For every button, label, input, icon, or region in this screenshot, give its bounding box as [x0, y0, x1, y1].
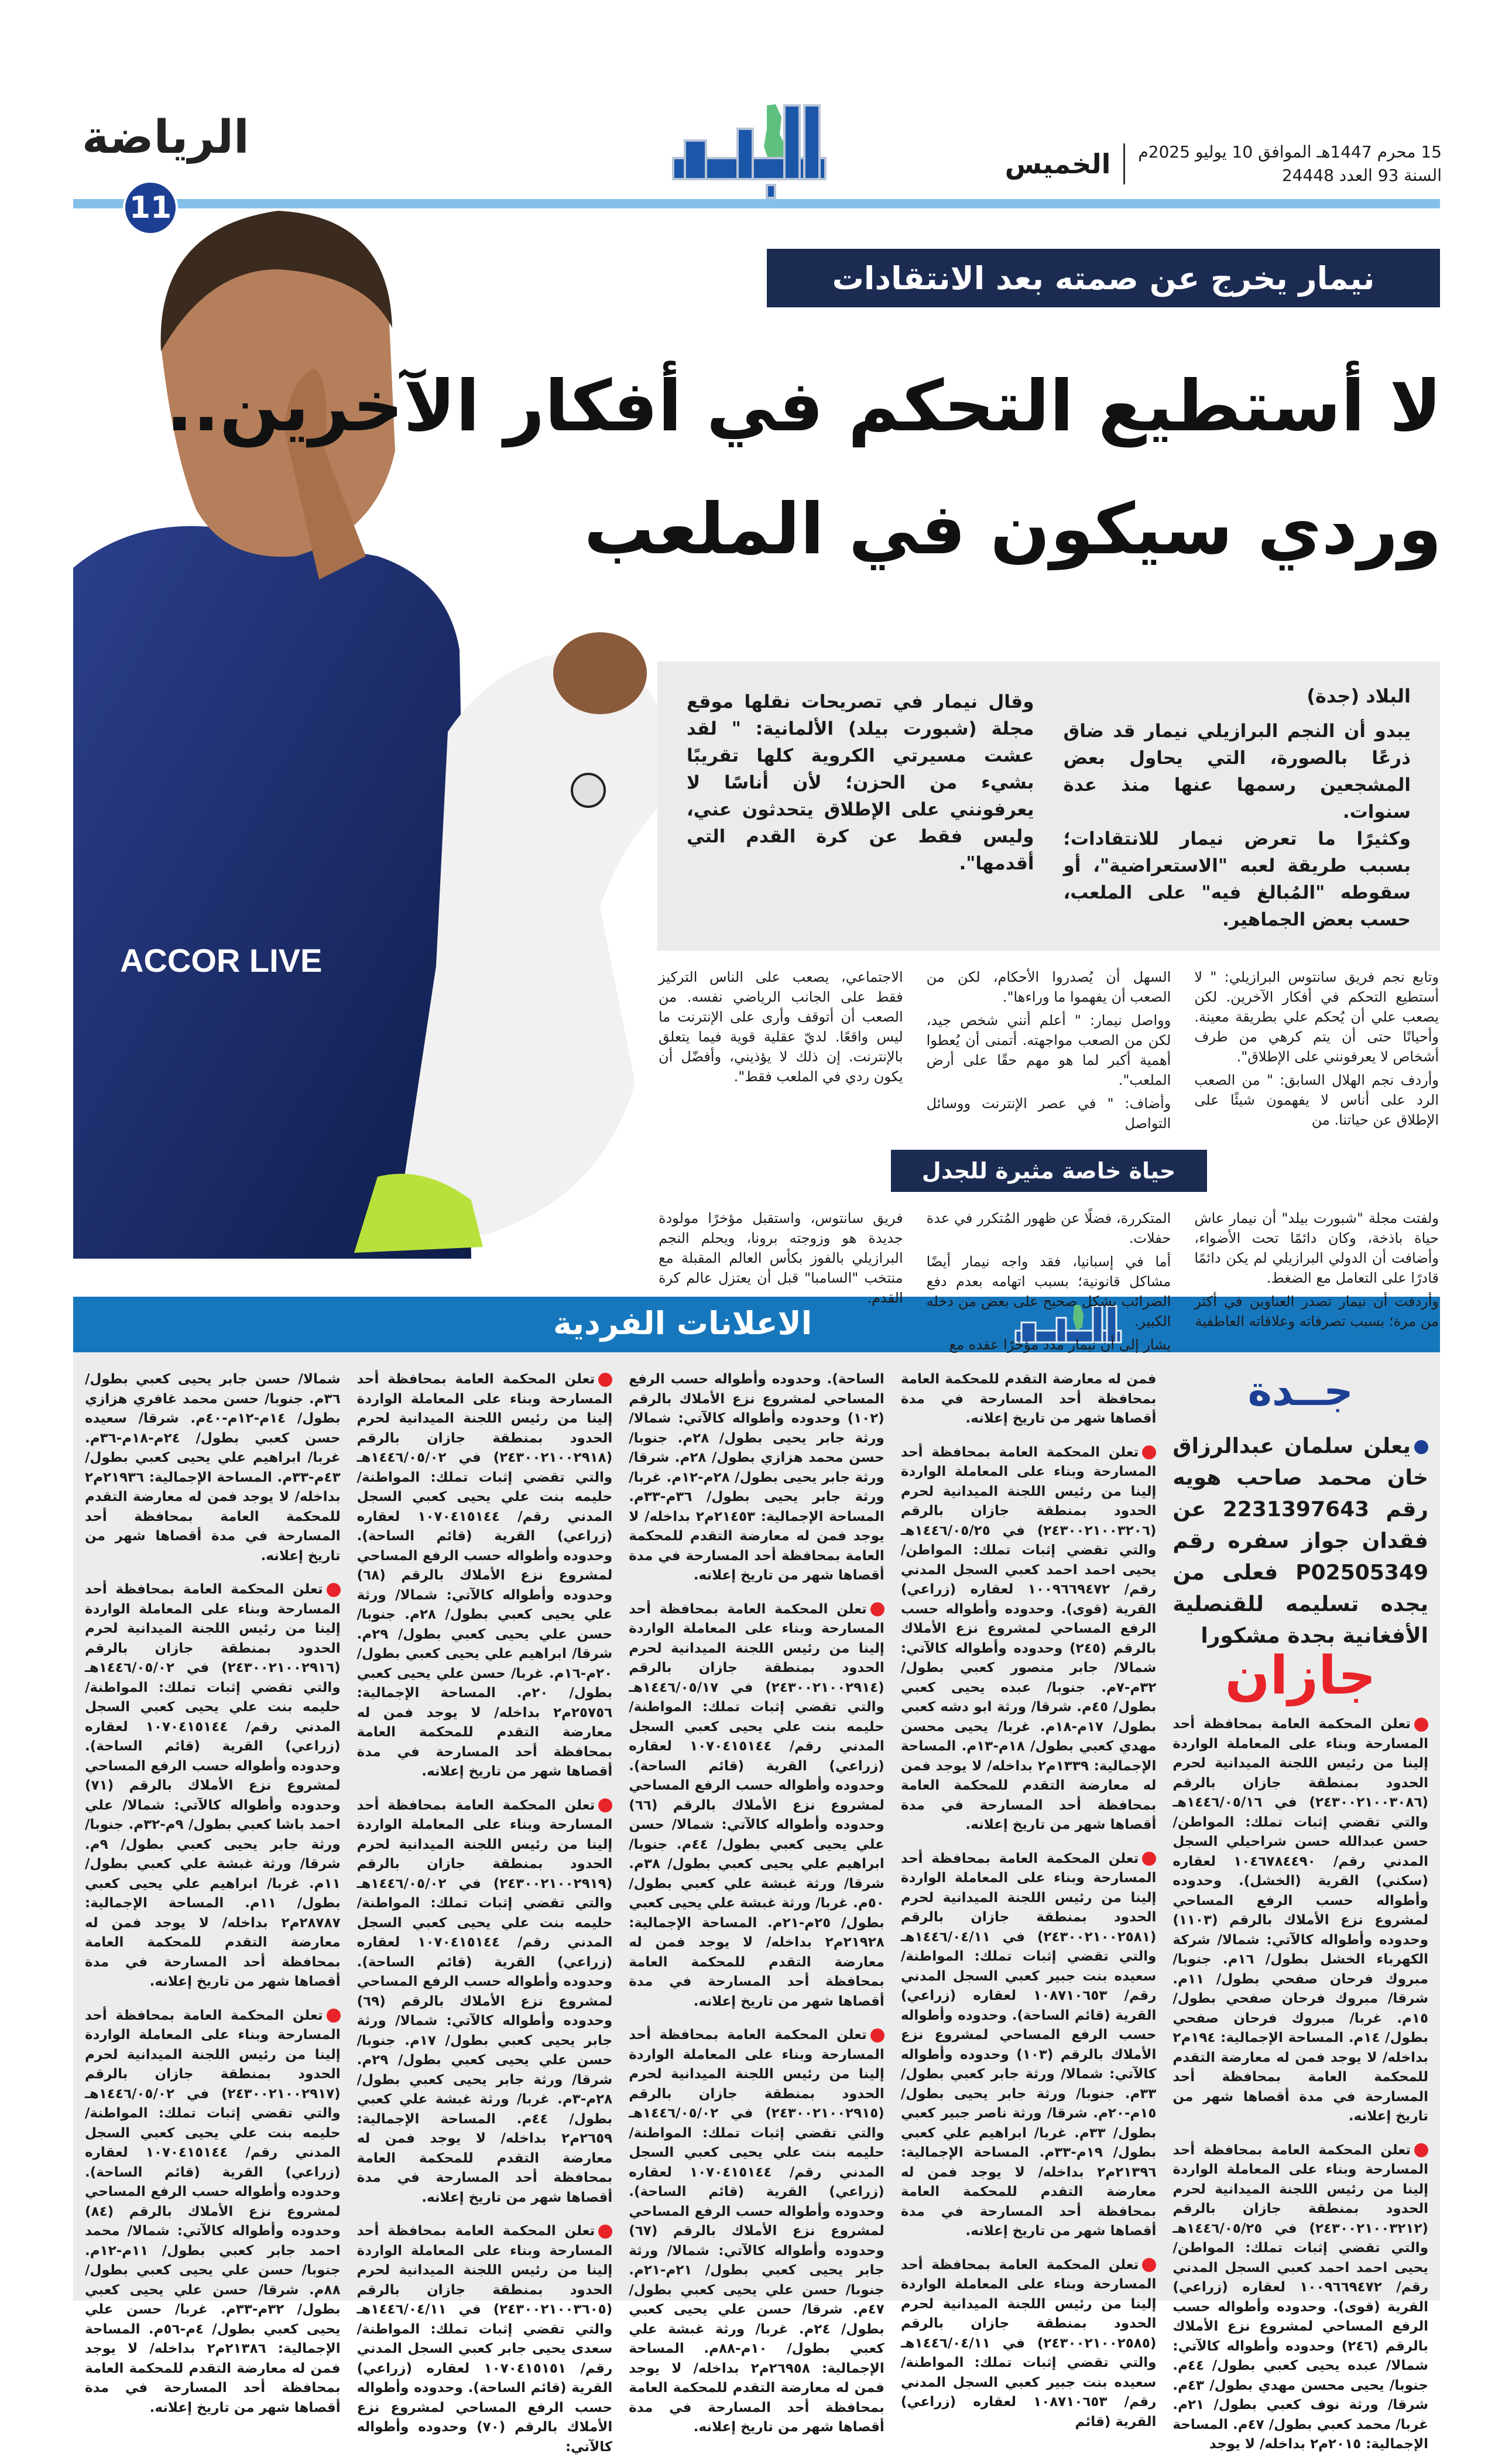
- page-number: 11: [123, 180, 178, 235]
- newspaper-logo[interactable]: [650, 94, 860, 205]
- ball-icon: [572, 774, 605, 807]
- classified-ad: [901, 1849, 1157, 2242]
- body-paragraph: وأضاف: " في عصر الإنترنت ووسائل التواصل: [926, 1095, 1171, 1132]
- classifieds-title: الاعلانات الفردية: [553, 1305, 812, 1342]
- headline-line-2: وردي سيكون في الملعب: [584, 489, 1442, 570]
- issue-line: السنة 93 العدد 24448: [1281, 166, 1442, 185]
- classified-ad: [901, 1443, 1157, 1835]
- article-flow: [657, 662, 1440, 1358]
- classified-ad-continued: فمن له معارضة التقدم للمحكمة العامة بمحافظة أحد المسارحة في مدة أقصاها شهر من تاريخ إعلانه.: [900, 1372, 1157, 1426]
- ad-text: تعلن المحكمة العامة بمحافظة أحد المسارحة وبناء على المعاملة الواردة إلينا من رئيس اللجنة الميدانية لحرم الحدود بمنطقة جازان بالرقم (٢٤٣٠٠٢١٠٠٢٩١٤) في ١٤٤٦/٠٥/١٧هـ والتي تقضي إثبات تملك: المواطنة/ حليمه بنت علي يحيى كعبي السجل المدني رقم/ ١٠٧٠٤١٥١٤٤ لعقاره (زراعي) القرية (قائم الساحة). وحدوده وأطواله حسب الرفع المساحي لمشروع نزع الأملاك بالرقم (٦٦) وحدوده وأطواله كالآتي: شمالا/ حسن علي يحيى كعبي بطول/ ٤٤م. جنوبا/ ابراهيم علي يحيى كعبي بطول/ ٣٨م. شرقا/ ورثة غبشة علي كعبي بطول/ ٥٠م. غربا/ ورثة غبشة علي يحيى كعبي بطول/ ٢٥م-٢١م. المساحة الإجمالية: ٢١٩٢٨م٢ بداخله/ لا يوجد فمن له معارضة التقدم للمحكمة العامة بمحافظة أحد المسارحة في مدة أقصاها شهر من تاريخ إعلانه.: [629, 1601, 884, 2009]
- bullet-icon: [327, 1583, 341, 1597]
- body-paragraph: وواصل نيمار: " أعلم أنني شخص جيد، لكن من الصعب مواجهته. أتمنى أن يُعطوا أهمية أكبر لما هو مهم حقًا على أرض الملعب".: [926, 1012, 1171, 1088]
- body-paragraph: يشار إلى أن نيمار مدد مؤخرًا عقده مع: [949, 1337, 1171, 1353]
- classified-ad: [85, 1580, 341, 1992]
- bullet-icon: [1414, 2143, 1428, 2157]
- article-body-2: [657, 1208, 1440, 1358]
- divider: [1123, 143, 1125, 184]
- ad-text: تعلن المحكمة العامة بمحافظة أحد المسارحة وبناء على المعاملة الواردة إلينا من رئيس اللجنة الميدانية لحرم الحدود بمنطقة جازان بالرقم (٢٤٣٠٠٢١٠٠٣٢١٢) في ١٤٤٦/٠٥/٢٥هـ والتي تقضي إثبات تملك: المواطن/ يحيى احمد احمد كعبي السجل المدني رقم/ ١٠٠٩٦٦٩٤٧٢ لعقاره (زراعي) القرية (قوى). وحدوده وأطواله حسب الرفع المساحي لمشروع نزع الأملاك بالرقم (٢٤٦) وحدوده وأطواله كالآتي: شمالا/ عبده يحيى كعبي بطول/ ٤٤م. جنوبا/ يحيى محسن مهدي بطول/ ٤٣م. شرقا/ ورثة نوف كعبي بطول/ ٢١م. غربا/ محمد كعبي بطول/ ٤٧م. المساحة الإجمالية: ٢٠١٥م٢ بداخله/ لا يوجد: [1172, 2142, 1429, 2452]
- bullet-icon: [870, 1602, 884, 1616]
- classified-ad: [357, 1370, 613, 1782]
- bullet-icon: [870, 2028, 884, 2043]
- kicker: نيمار يخرج عن صمته بعد الانتقادات: [767, 249, 1440, 307]
- classified-ad: [629, 2026, 884, 2438]
- classified-ad: [1172, 2141, 1428, 2455]
- body-paragraph: المتكررة، فضلًا عن ظهور المُتكرر في عدة حفلات.: [926, 1210, 1171, 1246]
- body-paragraph: وأردف نجم الهلال السابق: " من الصعب الرد على أناس لا يفهمون شيئًا على الإطلاق عن حياتنا. من: [1194, 1072, 1439, 1128]
- classifieds-body: [73, 1352, 1440, 2455]
- headline-line-1: لا أستطيع التحكم في أفكار الآخرين..: [166, 366, 1442, 447]
- body-paragraph: ولفتت مجلة "شبورت بيلد" أن نيمار عاش حياة باذخة، وكان دائمًا تحت الأضواء، وأضافت أن الدولي البرازيلي لم يكن دائمًا قادرًا على التعامل مع الضغط.: [1194, 1210, 1439, 1286]
- ad-text: تعلن المحكمة العامة بمحافظة أحد المسارحة وبناء على المعاملة الواردة إلينا من رئيس اللجنة الميدانية لحرم الحدود بمنطقة جازان بالرقم (٢٤٣٠٠٢١٠٠٢٩١٥) في ١٤٤٦/٠٥/٠٢هـ والتي تقضي إثبات تملك: المواطنة/ حليمه بنت علي يحيى كعبي السجل المدني رقم/ ١٠٧٠٤١٥١٤٤ لعقاره (زراعي) القرية (قائم الساحة). وحدوده وأطواله حسب الرفع المساحي لمشروع نزع الأملاك بالرقم (٦٧) وحدوده وأطواله كالآتي: شمالا/ ورثة جابر يحيى كعبي بطول/ ٢١م-٢١م. جنوبا/ حسن علي يحيى كعبي بطول/ ٤٧م. شرقا/ حسن علي يحيى كعبي بطول/ ٢٤م. غربا/ ورثة غبشة علي كعبي بطول/ ١٠م-٨٨م. المساحة الإجمالية: ٢٦٩٥٨م٢ بداخله/ لا يوجد فمن له معارضة التقدم للمحكمة العامة بمحافظة أحد المسارحة في مدة أقصاها شهر من تاريخ إعلانه.: [629, 2027, 884, 2435]
- bullet-icon: [1142, 2258, 1156, 2272]
- article-body: [657, 967, 1440, 1137]
- classified-ad: [901, 2256, 1157, 2432]
- ad-text: تعلن المحكمة العامة بمحافظة أحد المسارحة وبناء على المعاملة الواردة إلينا من رئيس اللجنة الميدانية لحرم الحدود بمنطقة جازان بالرقم (٢٤٣٠٠٢١٠٠٢٥٨٥) في ١٤٤٦/٠٤/١١هـ والتي تقضي إثبات تملك: المواطنة/ سعيده بنت جبير كعبي السجل المدني رقم/ ١٠٨٧١٠٦٥٣ لعقاره (زراعي) القرية (قائم: [900, 2257, 1157, 2429]
- bullet-icon: [1142, 1852, 1156, 1866]
- body-paragraph: وأردفت أن نيمار تصدر العناوين في أكثر من مرة؛ بسبب تصرفاته وعلاقاته العاطفية: [1194, 1293, 1439, 1329]
- body-paragraph: وتابع نجم فريق سانتوس البرازيلي: " لا أستطيع التحكم في أفكار الآخرين. لكن يصعب علي أن يُحكم علي بطريقة معينة. وأحيانًا حتى أن يتم كرهي من طرف أشخاص لا يعرفونني على الإطلاق".: [1194, 969, 1439, 1065]
- day-name: الخميس: [1004, 148, 1111, 180]
- classified-ad-continued: شمالا/ حسن جابر يحيى كعبي بطول/ ٣٦م. جنوبا/ حسن محمد غافري هزازي بطول/ ١٤م-١٢م-٤٠م. شرقا/ سعيده حسن كعبي بطول/ ٢٤م-١٨م-٣٦م. غربا/ ابراهيم علي يحيى كعبي بطول/ ٤٣م-٣٣م. المساحة الإجمالية: ٢١٩٣٦م٢ بداخله/ لا يوجد فمن له معارضة التقدم للمحكمة العامة بمحافظة أحد المسارحة في مدة أقصاها شهر من تاريخ إعلانه.: [85, 1372, 341, 1564]
- classifieds-column-2: [900, 1370, 1157, 2429]
- date-block: [1005, 141, 1442, 187]
- ad-text: تعلن المحكمة العامة بمحافظة أحد المسارحة وبناء على المعاملة الواردة إلينا من رئيس اللجنة الميدانية لحرم الحدود بمنطقة جازان بالرقم (٢٤٣٠٠٢١٠٠٣٦٠٥) في ١٤٤٦/٠٤/١١هـ والتي تقضي إثبات تملك: المواطنة/ سعدى يحيى جابر كعبي السجل المدني رقم/ ١٠٧٠٤١٥١٥١ لعقاره (زراعي) القرية (قائم الساحة). وحدوده وأطواله حسب الرفع المساحي لمشروع نزع الأملاك بالرقم (٧٠) وحدوده وأطواله كالآتي:: [356, 2223, 613, 2455]
- ad-text: تعلن المحكمة العامة بمحافظة أحد المسارحة وبناء على المعاملة الواردة إلينا من رئيس اللجنة الميدانية لحرم الحدود بمنطقة جازان بالرقم (٢٤٣٠٠٢١٠٠٢٩١٩) في ١٤٤٦/٠٥/٠٢هـ والتي تقضي إثبات تملك: المواطنة/ حليمه بنت علي يحيى كعبي السجل المدني رقم/ ١٠٧٠٤١٥١٤٤ لعقاره (زراعي) القرية (قائم الساحة). وحدوده وأطواله حسب الرفع المساحي لمشروع نزع الأملاك بالرقم (٦٩) وحدوده وأطواله كالآتي: شمالا/ ورثة جابر يحيى كعبي بطول/ ١٧م. جنوبا/ حسن علي يحيى كعبي بطول/ ٢٩م. شرقا/ ورثة جابر يحيى كعبي بطول/ ٢٨م-٣م. غربا/ ورثة غبشة علي كعبي بطول/ ٤٤م. المساحة الإجمالية: ٢٦٥٩م٢ بداخله/ لا يوجد فمن له معارضة التقدم للمحكمة العامة بمحافظة أحد المسارحة في مدة أقصاها شهر من تاريخ إعلانه.: [356, 1797, 613, 2205]
- ad-text: تعلن المحكمة العامة بمحافظة أحد المسارحة وبناء على المعاملة الواردة إلينا من رئيس اللجنة الميدانية لحرم الحدود بمنطقة جازان بالرقم (٢٤٣٠٠٢١٠٠٢٩١٦) في ١٤٤٦/٠٥/٠٢هـ والتي تقضي إثبات تملك: المواطنة/ حليمه بنت علي يحيى كعبي السجل المدني رقم/ ١٠٧٠٤١٥١٤٤ لعقاره (زراعي) القرية (قائم الساحة). وحدوده وأطواله حسب الرفع المساحي لمشروع نزع الأملاك بالرقم (٧١) وحدوده وأطواله كالآتي: شمالا/ علي احمد باشا كعبي بطول/ ٩م-٣٢م. جنوبا/ ورثة جابر يحيى كعبي بطول/ ٩م. شرقا/ ورثة غبشة علي كعبي بطول/ ١١م. غربا/ ابراهيم علي يحيى كعبي بطول/ ١١م. المساحة الإجمالية: ٢٨٧٨٧م٢ بداخله/ لا يوجد فمن له معارضة التقدم للمحكمة العامة بمحافظة أحد المسارحة في مدة أقصاها شهر من تاريخ إعلانه.: [85, 1582, 341, 1989]
- sponsor-logo: ACCOR LIVE: [120, 942, 323, 979]
- intro-box: [657, 662, 1440, 951]
- ad-text: تعلن المحكمة العامة بمحافظة أحد المسارحة وبناء على المعاملة الواردة إلينا من رئيس اللجنة الميدانية لحرم الحدود بمنطقة جازان بالرقم (٢٤٣٠٠٢١٠٠٣٢٠٦) في ١٤٤٦/٠٥/٢٥هـ والتي تقضي إثبات تملك: المواطن/ يحيى احمد احمد كعبي السجل المدني رقم/ ١٠٠٩٦٦٩٤٧٢ لعقاره (زراعي) القرية (قوى). وحدوده وأطواله حسب الرفع المساحي لمشروع نزع الأملاك بالرقم (٢٤٥) وحدوده وأطواله كالآتي: شمالا/ جابر منصور كعبي بطول/ ٣٢م-٧م. جنوبا/ عبده يحيى كعبي بطول/ ٤٥م. شرقا/ ورثة ابو دشه كعبي بطول/ ١٧م-١٨م. غربا/ يحيى محسن مهدي كعبي بطول/ ١٨م-١٣م. المساحة الإجمالية: ١٣٣٩م٢ بداخله/ لا يوجد فمن له معارضة التقدم للمحكمة العامة بمحافظة أحد المسارحة في مدة أقصاها شهر من تاريخ إعلانه.: [900, 1444, 1157, 1832]
- bullet-icon: [598, 1798, 612, 1812]
- classified-ad: [357, 1796, 613, 2208]
- body-paragraph: السهل أن يُصدروا الأحكام، لكن من الصعب أن يفهموا ما وراءها".: [926, 969, 1171, 1005]
- section-title: الرياضة: [82, 111, 249, 164]
- classified-ad: [1172, 1431, 1428, 1652]
- intro-paragraph: وكثيرًا ما تعرض نيمار للانتقادات؛ بسبب طريقة لعبه "الاستعراضية"، أو سقوطه "المُبالغ فيه" على الملعب، حسب بعض الجماهير.: [1063, 828, 1411, 930]
- classified-ad-continued: الساحة). وحدوده وأطواله حسب الرفع المساحي لمشروع نزع الأملاك بالرقم (١٠٢) وحدوده وأطواله كالآتي: شمالا/ ورثة جابر يحيى بطول/ ٢٨م. جنوبا/ حسن محمد هزازي بطول/ ٢٨م. شرقا/ ورثة جابر يحيى بطول/ ٢٨م-١٢م. غربا/ ورثة جابر يحيى بطول/ ٣٦م-٣٣م. المساحة الإجمالية: ٢١٤٥٣م٢ بداخله/ لا يوجد فمن له معارضة التقدم للمحكمة العامة بمحافظة أحد المسارحة في مدة أقصاها شهر من تاريخ إعلانه.: [629, 1372, 884, 1583]
- ad-text: تعلن المحكمة العامة بمحافظة أحد المسارحة وبناء على المعاملة الواردة إلينا من رئيس اللجنة الميدانية لحرم الحدود بمنطقة جازان بالرقم (٢٤٣٠٠٢١٠٠٢٥٨١) في ١٤٤٦/٠٤/١١هـ والتي تقضي إثبات تملك: المواطنة/ سعيده بنت جبير كعبي السجل المدني رقم/ ١٠٨٧١٠٦٥٣ لعقاره (زراعي) القرية (قائم الساحة). وحدوده وأطواله حسب الرفع المساحي لمشروع نزع الأملاك بالرقم (١٠٣) وحدوده وأطواله كالآتي: شمالا/ ورثة جابر كعبي بطول/ ٣٣م. جنوبا/ ورثة جابر يحيى بطول/ ١٥م-٢٠م. شرقا/ ورثة ناصر جبير كعبي بطول/ ٣٣م. غربا/ ابراهيم علي كعبي بطول/ ١٩م-٣٣م. المساحة الإجمالية: ٢١٣٩٦م٢ بداخله/ لا يوجد فمن له معارضة التقدم للمحكمة العامة بمحافظة أحد المسارحة في مدة أقصاها شهر من تاريخ إعلانه.: [900, 1851, 1157, 2239]
- bullet-icon: [598, 1373, 612, 1387]
- classifieds-column-1: [1172, 1367, 1429, 2452]
- classified-ad: [629, 1600, 884, 2012]
- classifieds-column-4: [356, 1370, 613, 2455]
- classifieds-column-3: [629, 1370, 884, 2435]
- classifieds-column-5: [85, 1370, 341, 2415]
- ad-text: تعلن المحكمة العامة بمحافظة أحد المسارحة وبناء على المعاملة الواردة إلينا من رئيس اللجنة الميدانية لحرم الحدود بمنطقة جازان بالرقم (٢٤٣٠٠٢١٠٠٢٩١٧) في ١٤٤٦/٠٥/٠٢هـ والتي تقضي إثبات تملك: المواطنة/ حليمه بنت علي يحيى كعبي السجل المدني رقم/ ١٠٧٠٤١٥١٤٤ لعقاره (زراعي) القرية (قائم الساحة). وحدوده وأطواله حسب الرفع المساحي لمشروع نزع الأملاك بالرقم (٨٤) وحدوده وأطواله كالآتي: شمالا/ محمد احمد جابر كعبي بطول/ ١١م-١٢م. جنوبا/ حسن علي يحيى كعبي بطول/ ٨٨م. شرقا/ حسن علي يحيى كعبي بطول/ ٣٢م-٣٣م. غربا/ حسن علي يحيى كعبي بطول/ ٤م-٥٦م. المساحة الإجمالية: ٢١٣٨٦م٢ بداخله/ لا يوجد فمن له معارضة التقدم للمحكمة العامة بمحافظة أحد المسارحة في مدة أقصاها شهر من تاريخ إعلانه.: [85, 2007, 341, 2415]
- ad-text: تعلن المحكمة العامة بمحافظة أحد المسارحة وبناء على المعاملة الواردة إلينا من رئيس اللجنة الميدانية لحرم الحدود بمنطقة جازان بالرقم (٢٤٣٠٠٢١٠٠٢٩١٨) في ١٤٤٦/٠٥/٠٢هـ والتي تقضي إثبات تملك: المواطنة/ حليمه بنت علي يحيى كعبي السجل المدني رقم/ ١٠٧٠٤١٥١٤٤ لعقاره (زراعي) القرية (قائم الساحة). وحدوده وأطواله حسب الرفع المساحي لمشروع نزع الأملاك بالرقم (٦٨) وحدوده وأطواله كالآتي: شمالا/ ورثة علي يحيى كعبي بطول/ ٢٨م. جنوبا/ حسن علي يحيى كعبي بطول/ ٢٩م. شرقا/ ابراهيم علي يحيى كعبي بطول/ ٢٠م-١٦م. غربا/ حسن علي يحيى كعبي بطول/ ٢٠م. المساحة الإجمالية: ٢٥٧٥٦م٢ بداخله/ لا يوجد فمن له معارضة التقدم للمحكمة العامة بمحافظة أحد المسارحة في مدة أقصاها شهر من تاريخ إعلانه.: [356, 1372, 613, 1779]
- ad-text: تعلن المحكمة العامة بمحافظة أحد المسارحة وبناء على المعاملة الواردة إلينا من رئيس اللجنة الميدانية لحرم الحدود بمنطقة جازان بالرقم (٢٤٣٠٠٢١٠٠٣٠٨٦) في ١٤٤٦/٠٥/١٦هـ والتي تقضي إثبات تملك: المواطن/ حسن عبدالله حسن شراحيلي السجل المدني رقم/ ١٠٤٦٧٨٤٤٩٠ لعقاره (سكني) القرية (الخشل). وحدوده وأطواله حسب الرفع المساحي لمشروع نزع الأملاك بالرقم (١١٠٣) وحدوده وأطواله كالآتي: شمالا/ شركة الكهرباء الخشل بطول/ ١٦م. جنوبا/ مبروك فرحان صفحي بطول/ ١١م. شرقا/ مبروك فرحان صفحي بطول/ ١٥م. غربا/ مبروك فرحان صفحي بطول/ ١٤م. المساحة الإجمالية: ١٩٤م٢ بداخله/ لا يوجد فمن له معارضة التقدم للمحكمة العامة بمحافظة أحد المسارحة في مدة أقصاها شهر من تاريخ إعلانه.: [1172, 1716, 1429, 2124]
- byline: البلاد (جدة): [1307, 685, 1411, 707]
- bullet-icon: [1414, 1718, 1428, 1732]
- city-heading-jeddah: جــدة: [1247, 1367, 1353, 1415]
- city-heading-jazan: جازان: [1225, 1644, 1376, 1706]
- classified-ad: [85, 2006, 341, 2418]
- classified-ad: [1172, 1715, 1428, 2127]
- body-paragraph: الاجتماعي، يصعب على الناس التركيز فقط على الجانب الرياضي نفسه. من الصعب أن أتوقف وأرى على الإنترنت ما ليس واقعًا. لديّ عقلية قوية فيما يتعلق بالإنترنت. إن ذلك لا يؤذيني، وأفضّل أن يكون ردي في الملعب فقط".: [658, 969, 903, 1085]
- bullet-icon: [327, 2009, 341, 2023]
- body-paragraph: فريق سانتوس، واستقبل مؤخرًا مولودة جديدة هو وزوجته برونا، ويحلم النجم البرازيلي بالفوز بكأس العالم المقبلة مع منتخب "السامبا" قبل أن يعتزل عالم كرة القدم.: [658, 1210, 903, 1306]
- bullet-icon: [1142, 1445, 1156, 1459]
- intro-paragraph: يبدو أن النجم البرازيلي نيمار قد ضاق ذرعًا بالصورة، التي يحاول بعض المشجعين رسمها عنها منذ عدة سنوات.: [1063, 721, 1411, 823]
- ad-text: يعلن سلمان عبدالرزاق خان محمد صاحب هويه رقم 2231397643 عن فقدان جواز سفره رقم P02505349 فعلى من يجده تسليمه للقنصلية الأفغانية بجدة مشكورا: [1172, 1434, 1428, 1648]
- subheading: حياة خاصة مثيرة للجدل: [891, 1150, 1207, 1192]
- bullet-icon: [1414, 1440, 1428, 1454]
- headline: [166, 345, 1442, 591]
- date-line: 15 محرم 1447هـ الموافق 10 يوليو 2025م: [1138, 142, 1442, 162]
- intro-paragraph: وقال نيمار في تصريحات نقلها موقع مجلة (شبورت بيلد) الألمانية: " لقد عشت مسيرتي الكروية كلها تقريبًا بشيء من الحزن؛ لأن أناسًا لا يعرفونني على الإطلاق يتحدثون عني، وليس فقط عن كرة القدم التي أقدمها".: [687, 691, 1034, 874]
- classified-ad: [357, 2222, 613, 2457]
- bullet-icon: [598, 2225, 612, 2239]
- body-paragraph: أما في إسبانيا، فقد واجه نيمار أيضًا مشاكل قانونية؛ بسبب اتهامه بعدم دفع الضرائب بشكل صحيح على بعض من دخله الكبير.: [926, 1253, 1171, 1329]
